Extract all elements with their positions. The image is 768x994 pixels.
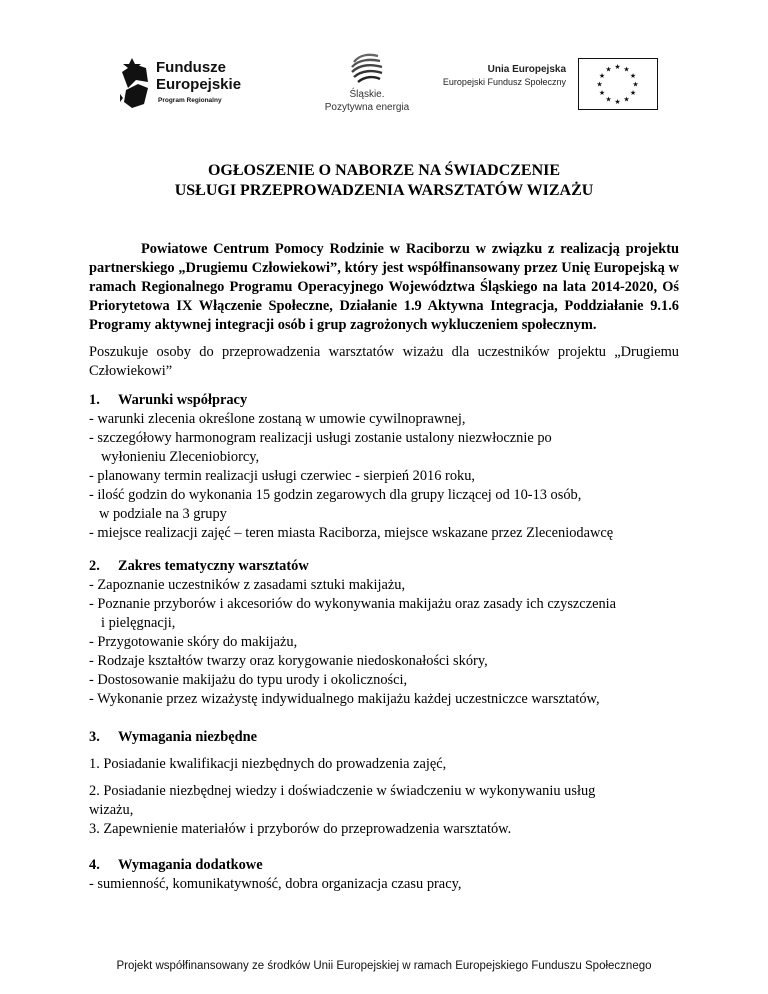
slaskie-waves-icon <box>346 52 388 88</box>
seek-paragraph: Poszukuje osoby do przeprowadzenia warsztatów wizażu dla uczestników projektu „Drugiemu Człowiekowi” <box>89 344 679 379</box>
section-2-item: - Poznanie przyborów i akcesoriów do wykonywania makijażu oraz zasady ich czyszczenia <box>89 596 617 612</box>
ue-line2: Europejski Fundusz Społeczny <box>442 77 566 87</box>
section-3-heading: 3. Wymagania niezbędne <box>89 729 257 745</box>
title-line1: OGŁOSZENIE O NABORZE NA ŚWIADCZENIE <box>207 162 561 179</box>
eu-stars-icon <box>579 59 656 108</box>
section-1-item: - warunki zlecenia określone zostaną w umowie cywilnoprawnej, <box>89 411 466 427</box>
section-1-item: - planowany termin realizacji usługi czerwiec - sierpień 2016 roku, <box>89 468 476 484</box>
section-2-item: - Rodzaje kształtów twarzy oraz korygowanie niedoskonałości skóry, <box>89 653 488 669</box>
slaskie-tagline: Pozytywna energia <box>324 102 410 113</box>
svg-text:★: ★ <box>629 89 637 97</box>
section-2-item: - Wykonanie przez wizażystę indywidualnego makijażu każdej uczestniczce warsztatów, <box>89 691 600 707</box>
ue-line1: Unia Europejska <box>487 64 566 75</box>
svg-text:★: ★ <box>598 89 606 97</box>
intro-paragraph: Powiatowe Centrum Pomocy Rodzinie w Raciborzu w związku z realizacją projektu partnerskiego „Drugiemu Człowiekowi”, który jest współfinansowany przez Unię Europejską w ramach Regionalnego Programu Operacyjnego Województwa Śląskiego na lata 2014-2020, Oś Priorytetowa IX Włączenie Społeczne, Działanie 1.9 Aktywna Integracja, Poddziałanie 9.1.6 Programy aktywnej integracji osób i grup zagrożonych wykluczeniem społecznym. <box>89 241 679 333</box>
section-2 <box>89 557 689 709</box>
section-2-item: - Zapoznanie uczestników z zasadami sztuki makijażu, <box>89 577 406 593</box>
svg-text:★: ★ <box>623 95 630 104</box>
section-3-item: 3. Zapewnienie materiałów i przyborów do przeprowadzenia warsztatów. <box>89 821 512 837</box>
svg-text:★: ★ <box>632 80 639 89</box>
svg-text:★: ★ <box>596 80 603 89</box>
logo-bar <box>0 0 768 130</box>
fundusze-europejskie-mark-icon <box>118 58 152 112</box>
svg-text:★: ★ <box>598 72 606 80</box>
svg-text:★: ★ <box>605 65 612 74</box>
section-1-item: - szczegółowy harmonogram realizacji usługi zostanie ustalony niezwłocznie po <box>89 430 552 446</box>
svg-text:★: ★ <box>605 95 612 104</box>
section-3-item: 2. Posiadanie niezbędnej wiedzy i doświadczenie w świadczeniu w wykonywaniu usług <box>89 783 596 799</box>
section-1-item: - ilość godzin do wykonania 15 godzin zegarowych dla grupy liczącej od 10-13 osób, <box>89 487 582 503</box>
slaskie-name: Śląskie. <box>349 89 385 100</box>
section-4 <box>89 856 689 894</box>
svg-text:★: ★ <box>614 98 621 106</box>
section-2-heading: 2. Zakres tematyczny warsztatów <box>89 558 309 574</box>
fundusze-europejskie-logo <box>118 56 248 116</box>
svg-text:★: ★ <box>614 63 621 71</box>
title-line2: USŁUGI PRZEPROWADZENIA WARSZTATÓW WIZAŻU <box>174 182 594 199</box>
section-3-item: wizażu, <box>89 802 134 818</box>
section-2-item: i pielęgnacji, <box>101 615 176 631</box>
section-2-item: - Przygotowanie skóry do makijażu, <box>89 634 298 650</box>
slaskie-logo <box>322 52 412 124</box>
unia-europejska-logo <box>443 58 658 110</box>
section-1-item: w podziale na 3 grupy <box>99 506 227 522</box>
section-4-item: - sumienność, komunikatywność, dobra organizacja czasu pracy, <box>89 876 462 892</box>
fe-line2: Europejskie <box>156 76 242 93</box>
fe-line1: Fundusze <box>156 59 226 76</box>
svg-text:★: ★ <box>623 65 630 74</box>
section-1-item: wyłonieniu Zleceniobiorcy, <box>101 449 260 465</box>
fe-sub: Program Regionalny <box>158 97 222 104</box>
section-3-item: 1. Posiadanie kwalifikacji niezbędnych do prowadzenia zajęć, <box>89 756 447 772</box>
section-1 <box>89 391 689 543</box>
page-title <box>0 161 768 201</box>
footer-note: Projekt współfinansowany ze środków Unii Europejskiej w ramach Europejskiego Funduszu Społecznego <box>116 960 652 972</box>
section-2-item: - Dostosowanie makijażu do typu urody i okoliczności, <box>89 672 408 688</box>
section-1-item: - miejsce realizacji zajęć – teren miasta Raciborza, miejsce wskazane przez Zleceniodawcę <box>89 525 614 541</box>
svg-text:★: ★ <box>629 72 637 80</box>
eu-flag <box>578 58 658 110</box>
section-1-heading: 1. Warunki współpracy <box>89 392 248 408</box>
section-3 <box>89 728 689 839</box>
section-4-heading: 4. Wymagania dodatkowe <box>89 857 263 873</box>
